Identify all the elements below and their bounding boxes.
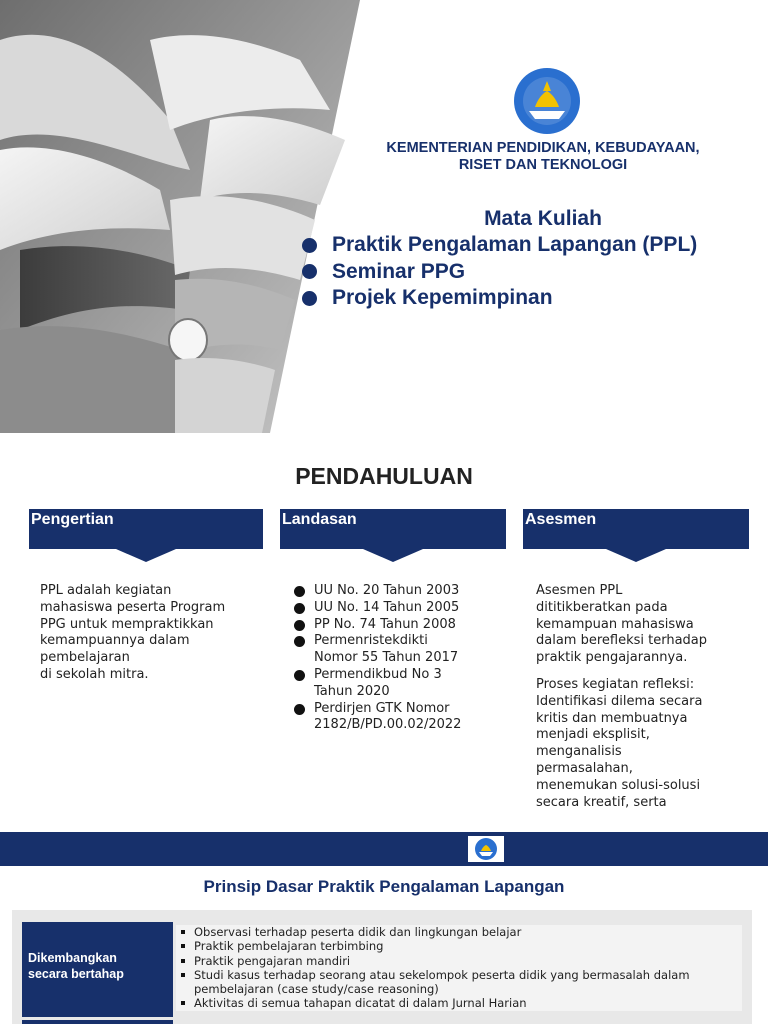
column-header-label: Asesmen [525,511,597,528]
principle-label: Dikembangkan secara bertahap [22,922,173,1017]
bullet-icon [294,620,305,631]
list-item: Praktik pengajaran mandiri [176,954,742,968]
bullet-icon [302,264,317,279]
tut-wuri-handayani-logo [513,67,581,135]
column-header-label: Landasan [282,511,357,528]
list-item: Aktivitas di semua tahapan dicatat di dalam Jurnal Harian [176,996,742,1010]
asesmen-paragraph-1: Asesmen PPL dititikberatkan pada kemampuan mahasiswa dalam berefleksi terhadap praktik pengajarannya. [536,583,708,666]
slide-cover [0,0,768,433]
pengertian-text: PPL adalah kegiatan mahasiswa peserta Program PPG untuk mempraktikkan kemampuannya dalam pembelajaran di sekolah mitra. [40,583,226,682]
pointer-arrow-icon [116,549,176,562]
bullet-icon [181,1001,185,1005]
column-header-pengertian [29,509,263,549]
course-item [302,232,697,259]
tut-wuri-handayani-logo [468,836,504,862]
bullet-icon [302,238,317,253]
pointer-arrow-icon [606,549,666,562]
stacked-hands-photo [0,0,360,433]
logo-emblem-icon [474,837,498,861]
bullet-icon [294,670,305,681]
asesmen-paragraph-2: Proses kegiatan refleksi: Identifikasi dilema secara kritis dan membuatnya menjadi eksplisit, menganalisis permasalahan, menemukan solusi-solusi secara kreatif, serta [536,676,703,810]
slide-title: Prinsip Dasar Praktik Pengalaman Lapangan [203,877,565,896]
bullet-icon [181,930,185,934]
list-item: Praktik pembelajaran terbimbing [176,939,742,953]
slide-title: PENDAHULUAN [295,463,473,489]
bullet-icon [294,603,305,614]
landasan-list [294,583,504,734]
list-item: Studi kasus terhadap seorang atau sekelompok peserta didik yang bermasalah dalam pembelajaran (case study/case reasoning) [176,968,742,997]
list-item: UU No. 14 Tahun 2005 [294,600,504,617]
list-item: Permendikbud No 3 Tahun 2020 [294,667,504,701]
bullet-icon [302,291,317,306]
asesmen-text [536,583,756,818]
list-item: PP No. 74 Tahun 2008 [294,617,504,634]
pointer-arrow-icon [363,549,423,562]
list-item: Observasi terhadap peserta didik dan lingkungan belajar [176,925,742,939]
list-item: Permenristekdikti Nomor 55 Tahun 2017 [294,633,504,667]
bullet-icon [181,973,185,977]
ministry-line-2: RISET DAN TEKNOLOGI [458,157,628,173]
column-header-label: Pengertian [31,511,114,528]
column-header-landasan [280,509,506,549]
list-item: UU No. 20 Tahun 2003 [294,583,504,600]
course-label: Seminar PPG [332,259,466,283]
bullet-icon [181,959,185,963]
course-list [302,232,697,312]
bullet-icon [181,944,185,948]
course-heading: Mata Kuliah [484,207,602,230]
list-item: Perdirjen GTK Nomor 2182/B/PD.00.02/2022 [294,701,504,735]
course-label: Praktik Pengalaman Lapangan (PPL) [332,233,698,256]
principle-items [176,925,742,1011]
course-item [302,285,697,312]
ministry-name [350,140,736,174]
column-header-asesmen [523,509,749,549]
ministry-line-1: KEMENTERIAN PENDIDIKAN, KEBUDAYAAN, [386,140,700,156]
bullet-icon [294,704,305,715]
bullet-icon [294,586,305,597]
next-principle-label [22,1020,173,1024]
slide-pendahuluan [0,433,768,818]
course-label: Projek Kepemimpinan [332,286,553,309]
course-item [302,259,697,286]
bullet-icon [294,636,305,647]
header-bar [0,832,768,866]
